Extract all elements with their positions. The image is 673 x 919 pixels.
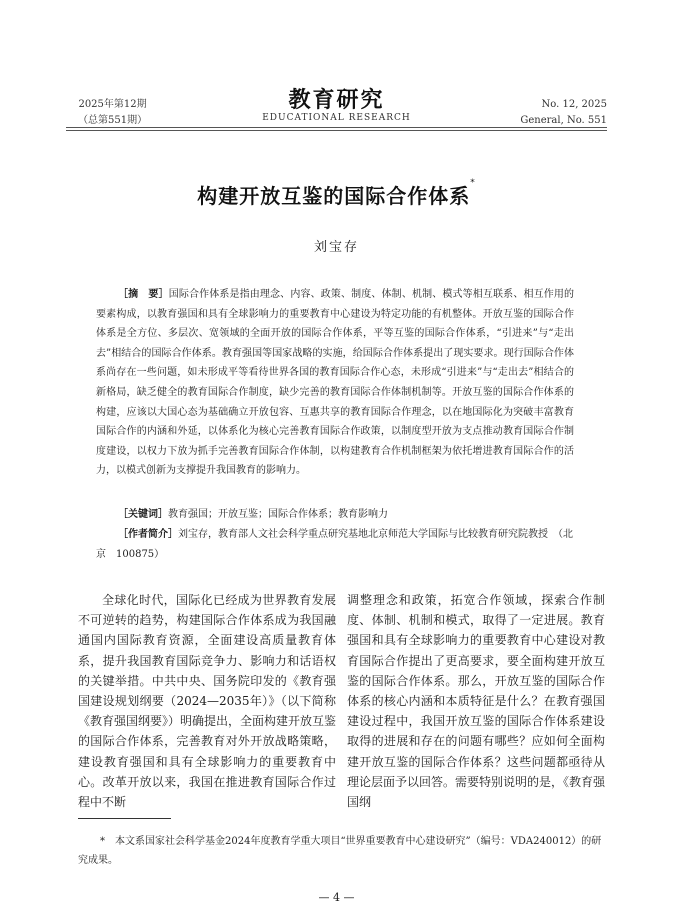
body-column-right: 调整理念和政策，拓宽合作领域，探索合作制度、体制、机制和模式，取得了一定进展。教育强国和具有全球影响力的重要教育中心建设对教育国际合作提出了更高要求，要全面构建开放互鉴的国际合作体系。那么，开放互鉴的国际合作体系的核心内涵和本质特征是什么？在教育强国建设过程中，我国开放互鉴的国际合作体系建设取得的进展和存在的问题有哪些？应如何全面构建开放互鉴的国际合作体系？这些问题都亟待从理论层面予以回答。需要特别说明的是，《教育强国纲 <box>347 593 606 810</box>
footnote-rule <box>78 818 171 819</box>
title-footnote-mark: * <box>470 178 476 188</box>
footnote-mark: * <box>100 836 105 847</box>
issue-info-en <box>520 97 607 129</box>
journal-name-en: EDUCATIONAL RESEARCH <box>262 113 411 123</box>
author-name: 刘宝存 <box>313 240 359 255</box>
issue-number-en: No. 12, 2025 <box>541 99 607 110</box>
header-rule-thin <box>66 130 607 131</box>
body-column-left: 全球化时代，国际化已经成为世界教育发展不可逆转的趋势，构建国际合作体系成为我国融通国内国际教育资源，全面建设高质量教育体系，提升我国教育国际竞争力、影响力和话语权的关键举措。中共中央、国务院印发的《教育强国建设规划纲要（2024—2035年）》（以下简称《教育强国纲要》）明确提出，全面构建开放互鉴的国际合作体系，完善教育对外开放战略策略，建设教育强国和具有全球影响力的重要教育中心。改革开放以来，我国在推进教育国际合作过程中不断 <box>78 593 337 810</box>
issue-total: （总第551期） <box>78 115 148 126</box>
keywords-label: ［关键词］ <box>118 509 168 520</box>
journal-logo: 教育研究 <box>288 87 385 113</box>
header-rule <box>66 127 607 128</box>
keywords-text: 教育强国；开放互鉴；国际合作体系；教育影响力 <box>168 509 388 520</box>
abstract-text: 国际合作体系是指由理念、内容、政策、制度、体制、机制、模式等相互联系、相互作用的要素构成，以教育强国和具有全球影响力的重要教育中心建设为特定功能的有机整体。开放互鉴的国际合作体系是全方位、多层次、宽领域的全面开放的国际合作体系，平等互鉴的国际合作体系，“引进来”与“走出去”相结合的国际合作体系。教育强国等国家战略的实施，给国际合作体系提出了现实要求。现行国际合作体系尚存在一些问题，如未形成平等看待世界各国的教育国际合作心态，未形成“引进来”与“走出去”相结合的新格局，缺乏健全的教育国际合作制度，缺少完善的教育国际合作体制机制等。开放互鉴的国际合作体系的构建，应该以大国心态为基础确立开放包容、互惠共享的教育国际合作理念，以在地国际化为突破丰富教育国际合作的内涵和外延，以体系化为核心完善教育国际合作政策，以制度型开放为支点推动教育国际合作制度建设，以权力下放为抓手完善教育国际合作体制，以构建教育合作机制框架为依托增进教育国际合作的活力，以模式创新为支撑提升我国教育的影响力。 <box>96 289 575 477</box>
article-title-text: 构建开放互鉴的国际合作体系 <box>197 184 471 208</box>
abstract <box>96 285 574 481</box>
issue-general-en: General, No. 551 <box>520 115 607 126</box>
issue-number: 2025年第12期 <box>78 99 147 110</box>
abstract-label: ［摘 要］ <box>118 289 169 300</box>
article-title <box>0 180 673 209</box>
footnote-text: 本文系国家社会科学基金2024年度教育学重大项目“世界重要教育中心建设研究”（编号：VDA240012）的研究成果。 <box>78 836 602 866</box>
page-number: — 4 — <box>318 891 355 904</box>
author-info-label: ［作者简介］ <box>118 529 178 540</box>
footnote <box>78 832 608 870</box>
keywords <box>96 505 574 525</box>
author-info <box>96 525 574 564</box>
author-info-text: 刘宝存，教育部人文社会科学重点研究基地北京师范大学国际与比较教育研究院教授 （北京 100875） <box>96 529 573 560</box>
